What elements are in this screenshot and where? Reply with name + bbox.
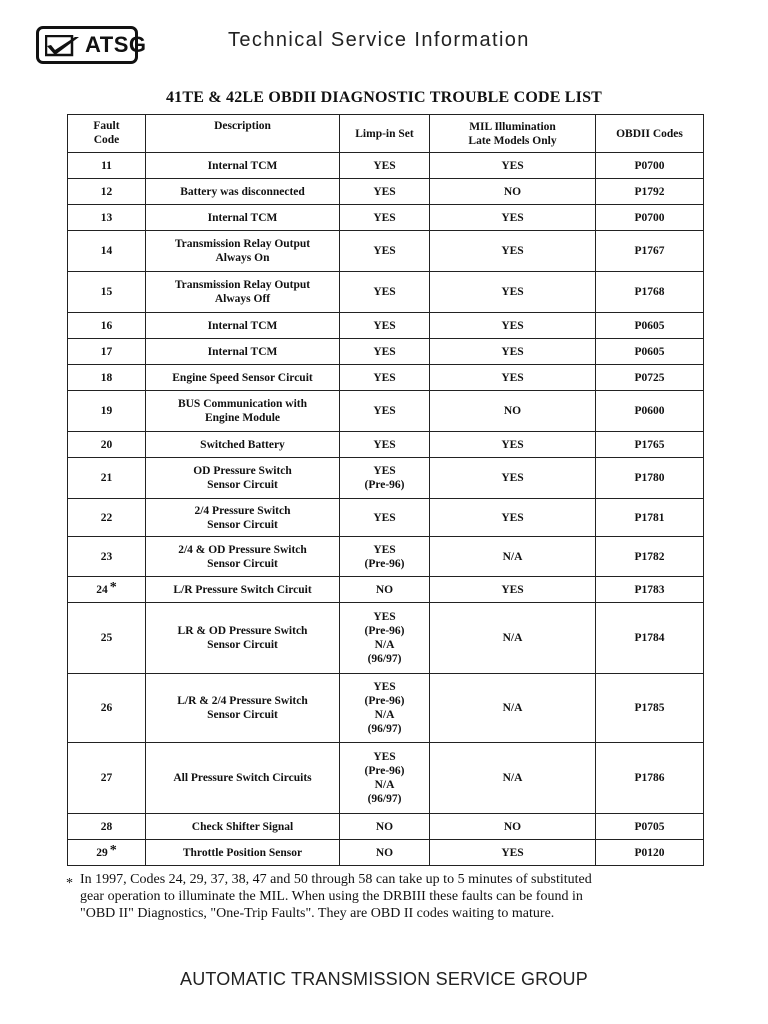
description-cell	[146, 537, 340, 577]
limp-in-line: (Pre-96)	[364, 625, 405, 637]
obdii-code-cell: P0120	[596, 840, 704, 866]
fault-code-cell	[68, 339, 146, 365]
description-line: L/R & 2/4 Pressure Switch	[177, 695, 308, 707]
header-fault-code-line2: Code	[93, 134, 120, 146]
limp-in-line: N/A	[374, 709, 395, 721]
fault-code-cell	[68, 313, 146, 339]
limp-in-line: YES	[373, 185, 396, 198]
footnote-line-3: "OBD II" Diagnostics, "One-Trip Faults". They are OBD II codes waiting to mature.	[80, 906, 555, 921]
description-cell	[146, 577, 340, 603]
header-fault-code-line1: Fault	[93, 120, 120, 132]
fault-code-star: *	[109, 842, 117, 858]
description-line: Sensor Circuit	[207, 518, 278, 531]
obdii-code-cell: P1765	[596, 432, 704, 458]
limp-in-cell	[340, 537, 430, 577]
table-row	[68, 537, 704, 577]
logo-text: ATSG	[85, 32, 147, 57]
limp-in-cell	[340, 840, 430, 866]
description-cell	[146, 272, 340, 313]
limp-in-line: YES	[373, 319, 396, 332]
header-fault-code	[68, 115, 146, 153]
obdii-code-cell: P1781	[596, 499, 704, 537]
description-cell	[146, 432, 340, 458]
table-row	[68, 458, 704, 499]
limp-in-cell	[340, 272, 430, 313]
fault-code: 21	[100, 472, 113, 484]
mil-cell: YES	[430, 339, 596, 365]
description-cell	[146, 205, 340, 231]
description-cell	[146, 814, 340, 840]
description-cell	[146, 231, 340, 272]
mil-cell: YES	[430, 577, 596, 603]
limp-in-line: YES	[373, 371, 396, 384]
description-line: BUS Communication with	[177, 398, 308, 410]
limp-in-line: YES	[373, 286, 396, 298]
description-line: 2/4 Pressure Switch	[194, 504, 291, 517]
table-header-row	[68, 115, 704, 153]
fault-code: 17	[100, 345, 113, 358]
header-title: Technical Service Information	[228, 29, 530, 51]
description-cell	[146, 499, 340, 537]
fault-code-cell	[68, 365, 146, 391]
description-line: Sensor Circuit	[207, 557, 278, 570]
table-row	[68, 499, 704, 537]
limp-in-line: NO	[375, 583, 394, 596]
limp-in-line: (Pre-96)	[364, 557, 405, 570]
description-line: Sensor Circuit	[207, 709, 278, 721]
fault-code-cell	[68, 537, 146, 577]
description-line: Sensor Circuit	[207, 479, 278, 491]
limp-in-line: YES	[373, 511, 396, 524]
fault-code-cell	[68, 743, 146, 814]
table-row	[68, 743, 704, 814]
obdii-code-cell: P1767	[596, 231, 704, 272]
header-mil	[430, 115, 596, 153]
fault-code-star: *	[109, 579, 117, 595]
table-row	[68, 577, 704, 603]
description-line: Transmission Relay Output	[174, 238, 311, 250]
limp-in-line: YES	[373, 211, 396, 224]
limp-in-cell	[340, 231, 430, 272]
description-line: 2/4 & OD Pressure Switch	[178, 543, 307, 556]
obdii-code-cell: P1784	[596, 603, 704, 674]
limp-in-cell	[340, 432, 430, 458]
mil-cell: YES	[430, 205, 596, 231]
limp-in-cell	[340, 674, 430, 743]
description-line: All Pressure Switch Circuits	[173, 772, 312, 784]
fault-code-cell	[68, 179, 146, 205]
description-cell	[146, 674, 340, 743]
fault-code: 23	[100, 550, 113, 563]
limp-in-cell	[340, 179, 430, 205]
header-description	[146, 115, 340, 153]
limp-in-line: YES	[373, 611, 396, 623]
limp-in-cell	[340, 391, 430, 432]
obdii-code-cell: P0600	[596, 391, 704, 432]
fault-code: 20	[100, 438, 113, 451]
obdii-code-cell: P0700	[596, 153, 704, 179]
fault-code-cell	[68, 272, 146, 313]
description-line: Transmission Relay Output	[174, 279, 311, 291]
obdii-code-cell: P0725	[596, 365, 704, 391]
fault-code: 13	[100, 211, 113, 224]
footnote	[66, 871, 666, 922]
mil-cell: NO	[430, 179, 596, 205]
limp-in-line: N/A	[374, 779, 395, 791]
header-obdii-label: OBDII Codes	[616, 127, 683, 140]
description-cell	[146, 179, 340, 205]
table-row	[68, 272, 704, 313]
limp-in-line: YES	[373, 465, 396, 477]
description-line: Internal TCM	[207, 345, 278, 358]
description-cell	[146, 458, 340, 499]
fault-code: 28	[100, 820, 113, 833]
limp-in-cell	[340, 205, 430, 231]
header-description-label: Description	[214, 120, 271, 132]
description-cell	[146, 339, 340, 365]
fault-code: 24	[96, 583, 108, 596]
table-row	[68, 205, 704, 231]
description-line: Check Shifter Signal	[191, 820, 294, 833]
description-cell	[146, 365, 340, 391]
mil-cell: NO	[430, 391, 596, 432]
table-row	[68, 179, 704, 205]
description-line: Internal TCM	[207, 319, 278, 332]
obdii-code-cell: P1782	[596, 537, 704, 577]
header-mil-line2: Late Models Only	[468, 134, 557, 147]
atsg-logo	[36, 26, 147, 64]
table-row	[68, 339, 704, 365]
obdii-code-cell: P0605	[596, 339, 704, 365]
limp-in-cell	[340, 153, 430, 179]
description-cell	[146, 391, 340, 432]
description-line: Sensor Circuit	[207, 639, 278, 651]
table-row	[68, 365, 704, 391]
footnote-star: *	[66, 876, 73, 891]
limp-in-cell	[340, 743, 430, 814]
limp-in-cell	[340, 814, 430, 840]
fault-code-cell	[68, 432, 146, 458]
mil-cell: N/A	[430, 537, 596, 577]
limp-in-line: (96/97)	[367, 653, 402, 665]
description-line: Always Off	[214, 293, 271, 305]
limp-in-line: (96/97)	[367, 723, 402, 735]
fault-code: 27	[100, 772, 113, 784]
fault-code: 25	[100, 632, 113, 644]
table-row	[68, 814, 704, 840]
description-line: LR & OD Pressure Switch	[177, 625, 308, 637]
limp-in-line: YES	[373, 543, 396, 556]
fault-code-cell	[68, 391, 146, 432]
table-row	[68, 674, 704, 743]
fault-code-cell	[68, 840, 146, 866]
table-body	[68, 153, 704, 866]
mil-cell: YES	[430, 499, 596, 537]
limp-in-cell	[340, 365, 430, 391]
table-row	[68, 840, 704, 866]
obdii-code-cell: P0705	[596, 814, 704, 840]
fault-code: 18	[100, 371, 113, 384]
check-mark-icon	[45, 35, 81, 57]
fault-code: 16	[100, 319, 113, 332]
table-row	[68, 313, 704, 339]
description-cell	[146, 603, 340, 674]
limp-in-line: (96/97)	[367, 793, 402, 805]
mil-cell: YES	[430, 231, 596, 272]
description-cell	[146, 153, 340, 179]
limp-in-line: (Pre-96)	[364, 765, 405, 777]
limp-in-line: YES	[373, 159, 396, 172]
mil-cell: YES	[430, 840, 596, 866]
header-limp-in-label: Limp-in Set	[355, 127, 414, 140]
obdii-code-cell: P0700	[596, 205, 704, 231]
limp-in-line: YES	[373, 345, 396, 358]
header-mil-line1: MIL Illumination	[469, 120, 556, 133]
limp-in-line: YES	[373, 245, 396, 257]
header-obdii	[596, 115, 704, 153]
fault-code: 12	[100, 185, 113, 198]
trouble-code-table-wrapper	[67, 114, 703, 866]
fault-code-cell	[68, 153, 146, 179]
obdii-code-cell: P1768	[596, 272, 704, 313]
table-row	[68, 231, 704, 272]
limp-in-line: YES	[373, 681, 396, 693]
mil-cell: N/A	[430, 743, 596, 814]
fault-code-cell	[68, 674, 146, 743]
limp-in-line: (Pre-96)	[364, 695, 405, 707]
fault-code: 26	[100, 702, 113, 714]
fault-code-cell	[68, 205, 146, 231]
description-line: Battery was disconnected	[180, 185, 305, 198]
footer-text: AUTOMATIC TRANSMISSION SERVICE GROUP	[180, 969, 588, 989]
limp-in-cell	[340, 458, 430, 499]
limp-in-line: N/A	[374, 639, 395, 651]
fault-code-cell	[68, 603, 146, 674]
footnote-line-1: In 1997, Codes 24, 29, 37, 38, 47 and 50 through 58 can take up to 5 minutes of substituted	[80, 872, 592, 887]
limp-in-line: NO	[375, 846, 394, 859]
obdii-code-cell: P1780	[596, 458, 704, 499]
mil-cell: YES	[430, 432, 596, 458]
description-line: Always On	[215, 252, 270, 264]
fault-code: 22	[100, 511, 113, 524]
description-line: L/R Pressure Switch Circuit	[173, 583, 312, 596]
limp-in-cell	[340, 339, 430, 365]
fault-code-cell	[68, 458, 146, 499]
description-cell	[146, 743, 340, 814]
trouble-code-table	[67, 114, 704, 866]
limp-in-cell	[340, 577, 430, 603]
description-line: Internal TCM	[207, 211, 278, 224]
fault-code: 14	[100, 245, 113, 257]
limp-in-line: YES	[373, 438, 396, 451]
description-line: OD Pressure Switch	[193, 465, 292, 477]
table-row	[68, 432, 704, 458]
mil-cell: YES	[430, 458, 596, 499]
mil-cell: NO	[430, 814, 596, 840]
table-row	[68, 153, 704, 179]
mil-cell: YES	[430, 272, 596, 313]
obdii-code-cell: P1785	[596, 674, 704, 743]
mil-cell: N/A	[430, 603, 596, 674]
description-line: Internal TCM	[207, 159, 278, 172]
obdii-code-cell: P1792	[596, 179, 704, 205]
fault-code-cell	[68, 814, 146, 840]
limp-in-cell	[340, 499, 430, 537]
limp-in-line: YES	[373, 751, 396, 763]
obdii-code-cell: P1783	[596, 577, 704, 603]
description-line: Switched Battery	[200, 438, 285, 451]
fault-code-cell	[68, 577, 146, 603]
table-row	[68, 391, 704, 432]
mil-cell: YES	[430, 313, 596, 339]
footnote-line-2: gear operation to illuminate the MIL. When using the DRBIII these faults can be found in	[80, 889, 583, 904]
header-limp-in	[340, 115, 430, 153]
obdii-code-cell: P0605	[596, 313, 704, 339]
limp-in-cell	[340, 313, 430, 339]
fault-code: 11	[101, 159, 112, 172]
description-line: Engine Speed Sensor Circuit	[172, 371, 313, 384]
description-cell	[146, 840, 340, 866]
fault-code-cell	[68, 231, 146, 272]
limp-in-cell	[340, 603, 430, 674]
fault-code: 29	[96, 846, 108, 859]
fault-code: 15	[100, 286, 113, 298]
obdii-code-cell: P1786	[596, 743, 704, 814]
list-title: 41TE & 42LE OBDII DIAGNOSTIC TROUBLE CODE LIST	[165, 89, 603, 106]
limp-in-line: YES	[373, 405, 396, 417]
fault-code: 19	[100, 405, 113, 417]
limp-in-line: NO	[375, 820, 394, 833]
table-row	[68, 603, 704, 674]
description-cell	[146, 313, 340, 339]
fault-code-cell	[68, 499, 146, 537]
limp-in-line: (Pre-96)	[364, 479, 405, 491]
mil-cell: YES	[430, 365, 596, 391]
mil-cell: N/A	[430, 674, 596, 743]
description-line: Engine Module	[204, 412, 281, 424]
mil-cell: YES	[430, 153, 596, 179]
description-line: Throttle Position Sensor	[182, 846, 303, 859]
